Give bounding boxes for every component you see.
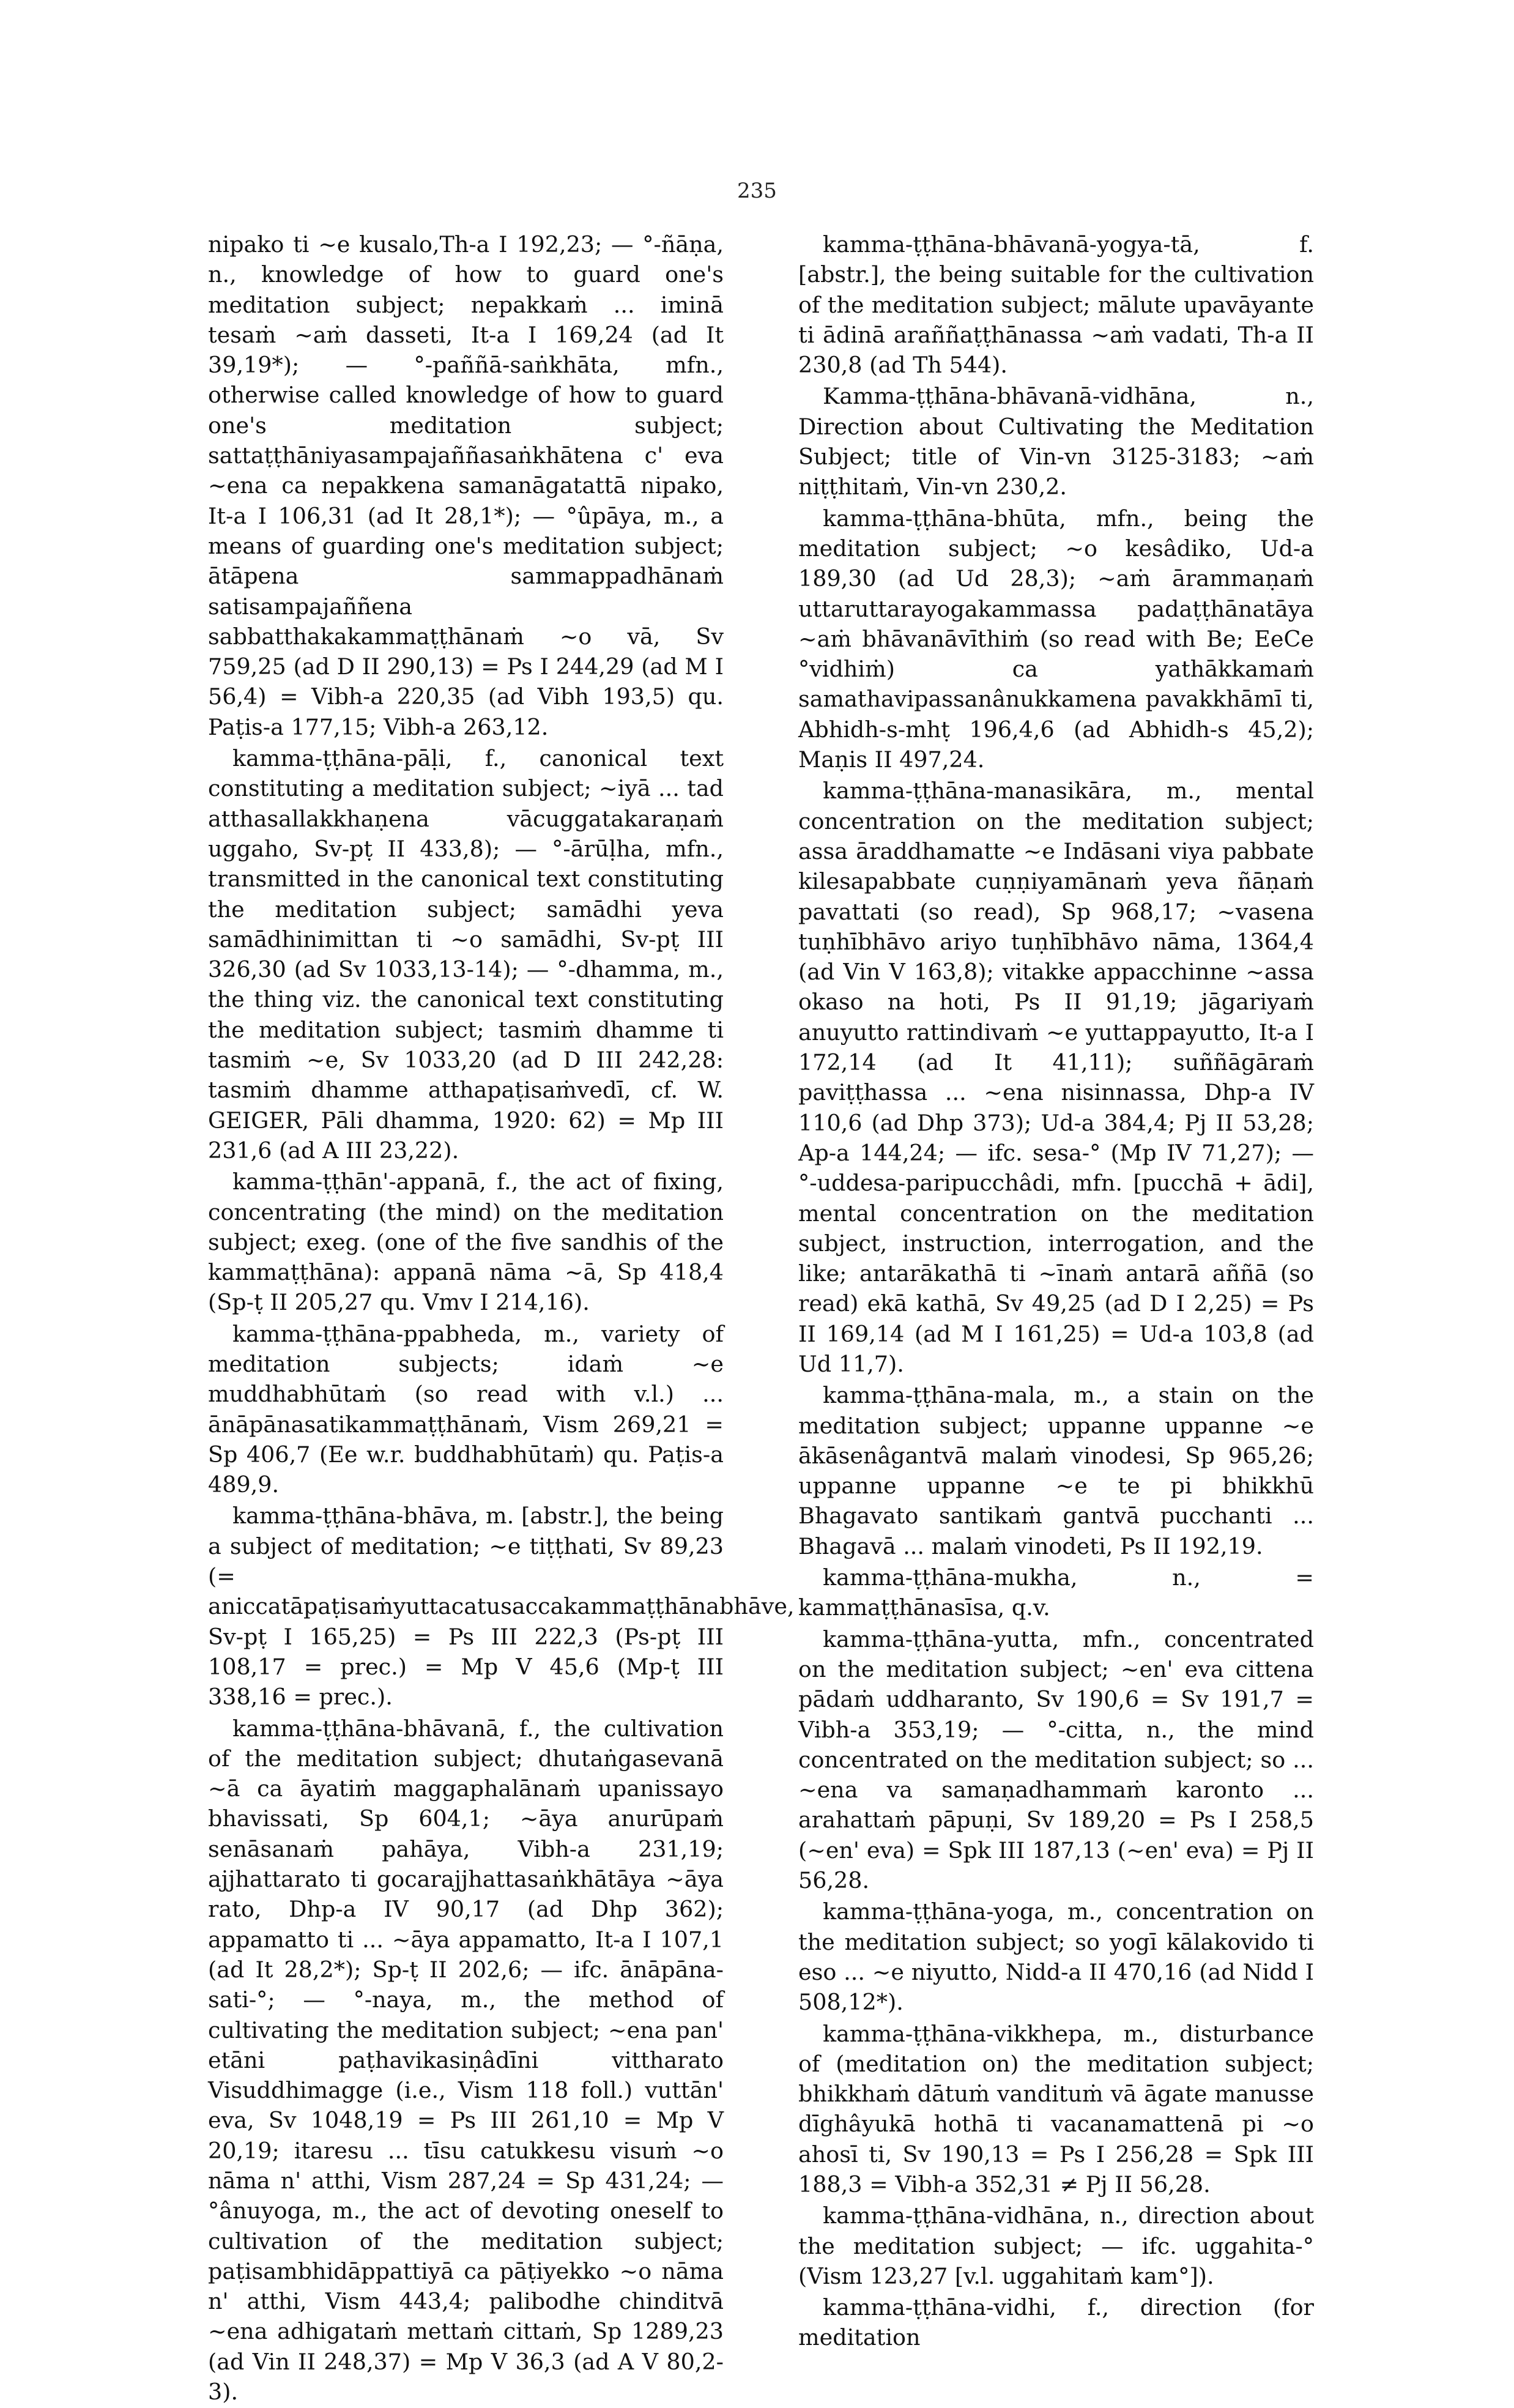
dictionary-entry: kamma-ṭṭhāna-manasikāra, m., mental concentration on the meditation subject; assa āraddhamatte ~e Indāsani viya pabbate kilesapabbate cuṇṇiyamānaṁ yeva ñāṇaṁ pavattati (so read), Sp 968,17; ~vasena tuṇhībhāvo ariyo tuṇhībhāvo nāma, 1364,4 (ad Vin V 163,8); vitakke appacchinne ~assa okaso na hoti, Ps II 91,19; jāgariyaṁ anuyutto rattindivaṁ ~e yuttappayutto, It-a I 172,14 (ad It 41,11); suññāgāraṁ paviṭṭhassa ... ~ena nisinnassa, Dhp-a IV 110,6 (ad Dhp 373); Ud-a 384,4; Pj II 53,28; Ap-a 144,24; — ifc. sesa-° (Mp IV 71,27); — °-uddesa-paripucchâdi, mfn. [pucchā + ādi], mental concentration on the meditation subject, instruction, interrogation, and the like; antarākathā ti ~īnaṁ antarā aññā (so read) ekā kathā, Sv 49,25 (ad D I 2,25) = Ps II 169,14 (ad M I 161,25) = Ud-a 103,8 (ad Ud 11,7). [798, 778, 1314, 1377]
dictionary-entry: kamma-ṭṭhāna-bhūta, mfn., being the meditation subject; ~o kesâdiko, Ud-a 189,30 (ad Ud 28,3); ~aṁ ārammaṇaṁ uttaruttarayogakammassa padaṭṭhānatāya ~aṁ bhāvanāvīthiṁ (so read with Be; EeCe °vidhiṁ) ca yathākkamaṁ samathavipassanânukkamena pavakkhāmī ti, Abhidh-s-mhṭ 196,4,6 (ad Abhidh-s 45,2); Maṇis II 497,24. [798, 505, 1314, 773]
dictionary-entry: kamma-ṭṭhān'-appanā, f., the act of fixing, concentrating (the mind) on the meditation subject; exeg. (one of the five sandhis of the kammaṭṭhāna): appanā nāma ~ā, Sp 418,4 (Sp-ṭ II 205,27 qu. Vmv I 214,16). [208, 1169, 724, 1316]
dictionary-entry: nipako ti ~e kusalo,Th-a I 192,23; — °-ñāṇa, n., knowledge of how to guard one's meditation subject; nepakkaṁ ... iminā tesaṁ ~aṁ dasseti, It-a I 169,24 (ad It 39,19*); — °-paññā-saṅkhāta, mfn., otherwise called knowledge of how to guard one's meditation subject; sattaṭṭhāniyasampajaññasaṅkhātena c' eva ~ena ca nepakkena samanāgatattā nipako, It-a I 106,31 (ad It 28,1*); — °ûpāya, m., a means of guarding one's meditation subject; ātāpena sammappadhānaṁ satisampajaññena sabbatthakakammaṭṭhānaṁ ~o vā, Sv 759,25 (ad D II 290,13) = Ps I 244,29 (ad M I 56,4) = Vibh-a 220,35 (ad Vibh 193,5) qu. Paṭis-a 177,15; Vibh-a 263,12. [208, 231, 724, 740]
dictionary-entry: Kamma-ṭṭhāna-bhāvanā-vidhāna, n., Direction about Cultivating the Meditation Subject; title of Vin-vn 3125-3183; ~aṁ niṭṭhitaṁ, Vin-vn 230,2. [798, 383, 1314, 500]
dictionary-entry: kamma-ṭṭhāna-mala, m., a stain on the meditation subject; uppanne uppanne ~e ākāsenâgantvā malaṁ vinodesi, Sp 965,26; uppanne uppanne ~e te pi bhikkhū Bhagavato santikaṁ gantvā pucchanti ... Bhagavā ... malaṁ vinodeti, Ps II 192,19. [798, 1382, 1314, 1559]
dictionary-entry: kamma-ṭṭhāna-yutta, mfn., concentrated on the meditation subject; ~en' eva cittena pādaṁ uddharanto, Sv 190,6 = Sv 191,7 = Vibh-a 353,19; — °-citta, n., the mind concentrated on the meditation subject; so ... ~ena va samaṇadhammaṁ karonto ... arahattaṁ pāpuṇi, Sv 189,20 = Ps I 258,5 (~en' eva) = Spk III 187,13 (~en' eva) = Pj II 56,28. [798, 1626, 1314, 1894]
dictionary-entry: kamma-ṭṭhāna-pāḷi, f., canonical text constituting a meditation subject; ~iyā ... tad atthasallakkhaṇena vācuggatakaraṇaṁ uggaho, Sv-pṭ II 433,8); — °-ārūḷha, mfn., transmitted in the canonical text constituting the meditation subject; samādhi yeva samādhinimittan ti ~o samādhi, Sv-pṭ III 326,30 (ad Sv 1033,13-14); — °-dhamma, m., the thing viz. the canonical text constituting the meditation subject; tasmiṁ dhamme ti tasmiṁ ~e, Sv 1033,20 (ad D III 242,28: tasmiṁ dhamme atthapaṭisaṁvedī, cf. W. GEIGER, Pāli dhamma, 1920: 62) = Mp III 231,6 (ad A III 23,22). [208, 745, 724, 1164]
dictionary-entry: kamma-ṭṭhāna-vikkhepa, m., disturbance of (meditation on) the meditation subject; bhikkhaṁ dātuṁ vandituṁ vā āgate manusse dīghâyukā hothā ti vacanamattenā pi ~o ahosī ti, Sv 190,13 = Ps I 256,28 = Spk III 188,3 = Vibh-a 352,31 ≠ Pj II 56,28. [798, 2020, 1314, 2198]
dictionary-entry: kamma-ṭṭhāna-ppabheda, m., variety of meditation subjects; idaṁ ~e muddhabhūtaṁ (so read with v.l.) ... ānāpānasatikammaṭṭhānaṁ, Vism 269,21 = Sp 406,7 (Ee w.r. buddhabhūtaṁ) qu. Paṭis-a 489,9. [208, 1320, 724, 1498]
dictionary-entry: kamma-ṭṭhāna-vidhi, f., direction (for meditation [798, 2294, 1314, 2351]
left-column [208, 229, 795, 2408]
dictionary-entry: kamma-ṭṭhāna-mukha, n., = kammaṭṭhānasīsa, q.v. [798, 1564, 1314, 1621]
page-number: 235 [737, 179, 777, 203]
dictionary-entry: kamma-ṭṭhāna-bhāvanā-yogya-tā, f. [abstr.], the being suitable for the cultivation of the meditation subject; mālute upavāyante ti ādinā araññaṭṭhānassa ~aṁ vadati, Th-a II 230,8 (ad Th 544). [798, 231, 1314, 379]
dictionary-entry: kamma-ṭṭhāna-bhāva, m. [abstr.], the being a subject of meditation; ~e tiṭṭhati, Sv 89,23 (= aniccatāpaṭisaṁyuttacatusaccakammaṭṭhānabhāve, Sv-pṭ I 165,25) = Ps III 222,3 (Ps-pṭ III 108,17 = prec.) = Mp V 45,6 (Mp-ṭ III 338,16 = prec.). [208, 1503, 795, 1711]
right-column [798, 229, 1314, 2354]
dictionary-entry: kamma-ṭṭhāna-vidhāna, n., direction about the meditation subject; — ifc. uggahita-° (Vism 123,27 [v.l. uggahitaṁ kam°]). [798, 2202, 1314, 2289]
dictionary-entry: kamma-ṭṭhāna-yoga, m., concentration on the meditation subject; so yogī kālakovido ti eso ... ~e niyutto, Nidd-a II 470,16 (ad Nidd I 508,12*). [798, 1898, 1314, 2016]
dictionary-entry: kamma-ṭṭhāna-bhāvanā, f., the cultivation of the meditation subject; dhutaṅgasevanā ~ā ca āyatiṁ maggaphalānaṁ upanissayo bhavissati, Sp 604,1; ~āya anurūpaṁ senāsanaṁ pahāya, Vibh-a 231,19; ajjhattarato ti gocarajjhattasaṅkhātāya ~āya rato, Dhp-a IV 90,17 (ad Dhp 362); appamatto ti ... ~āya appamatto, It-a I 107,1 (ad It 28,2*); Sp-ṭ II 202,6; — ifc. ānāpāna-sati-°; — °-naya, m., the method of cultivating the meditation subject; ~ena pan' etāni paṭhavikasiṇâdīni vittharato Visuddhimagge (i.e., Vism 118 foll.) vuttān' eva, Sv 1048,19 = Ps III 261,10 = Mp V 20,19; itaresu ... tīsu catukkesu visuṁ ~o nāma n' atthi, Vism 287,24 = Sp 431,24; — °ânuyoga, m., the act of devoting oneself to cultivation of the meditation subject; paṭisambhidāppattiyā ca pāṭiyekko ~o nāma n' atthi, Vism 443,4; palibodhe chinditvā ~ena adhigataṁ mettaṁ cittaṁ, Sp 1289,23 (ad Vin II 248,37) = Mp V 36,3 (ad A V 80,2-3). [208, 1715, 724, 2406]
